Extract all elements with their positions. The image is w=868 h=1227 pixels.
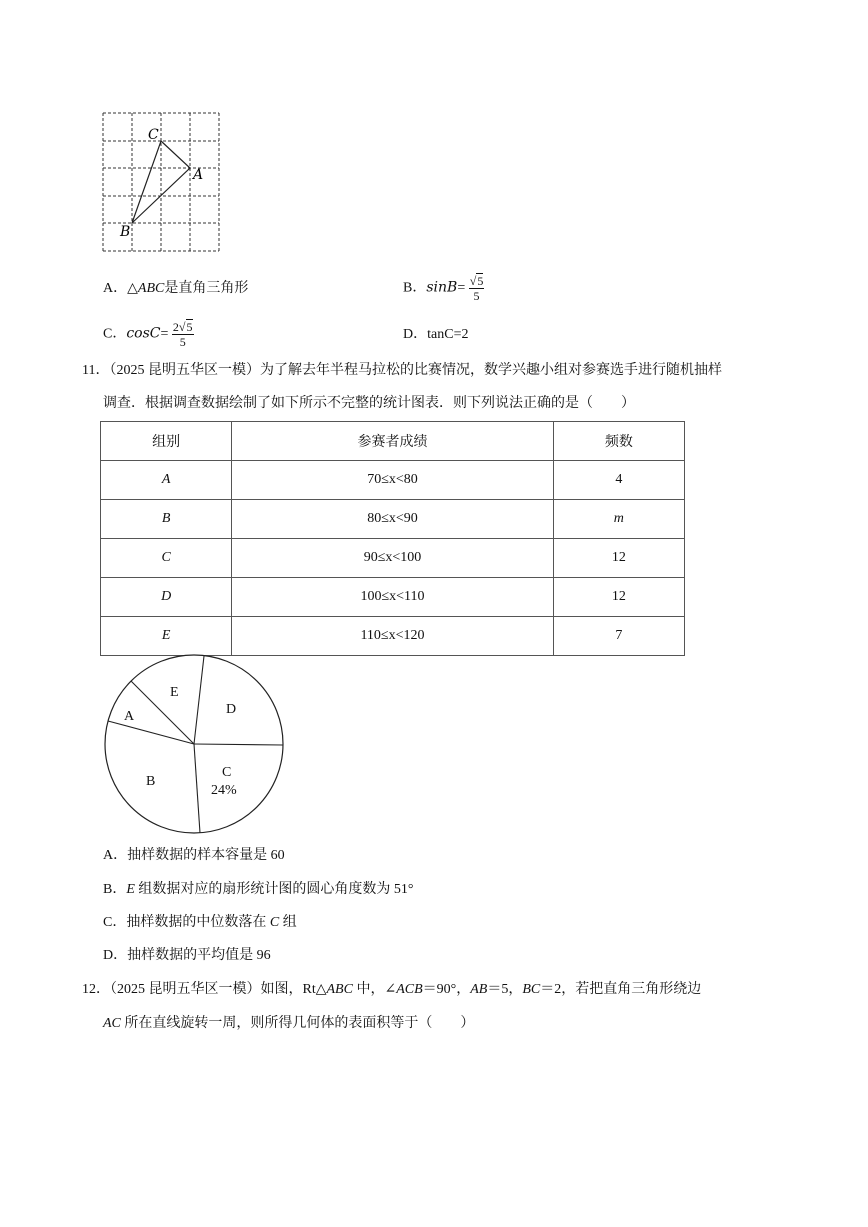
table-row bbox=[101, 461, 685, 500]
q10-option-d: D．tanC=2 bbox=[403, 327, 469, 342]
q12-stem-line1: 12．（2025 昆明五华区一模）如图，Rt△ABC 中，∠ACB＝90°，AB＝5，BC＝2，若把直角三角形绕边 bbox=[82, 982, 702, 997]
q11-option-a: A．抽样数据的样本容量是 60 bbox=[103, 848, 285, 863]
pie-label-d: D bbox=[226, 702, 237, 717]
table-row bbox=[101, 500, 685, 539]
q11-option-b: B．E 组数据对应的扇形统计图的圆心角度数为 51° bbox=[103, 882, 414, 897]
cell-score: 100≤x<110 bbox=[232, 578, 553, 617]
q10-option-b: B．sinB= $\frac{√5}{5}$ bbox=[403, 274, 484, 303]
label-b: B bbox=[120, 224, 131, 240]
q10-option-c: C．cosC= $\frac{2√5}{5}$ bbox=[103, 320, 193, 349]
cell-group: B bbox=[101, 500, 232, 539]
q11-stem-line2: 调查．根据调查数据绘制了如下所示不完整的统计图表．则下列说法正确的是（ ） bbox=[103, 396, 635, 411]
cell-group: E bbox=[101, 617, 232, 656]
cell-group: D bbox=[101, 578, 232, 617]
table-row bbox=[101, 578, 685, 617]
pie-label-e: E bbox=[170, 685, 179, 700]
cell-score: 70≤x<80 bbox=[232, 461, 553, 500]
table-row bbox=[101, 539, 685, 578]
q11-option-d: D．抽样数据的平均值是 96 bbox=[103, 948, 271, 963]
cell-frequency: 7 bbox=[553, 617, 684, 656]
cell-frequency: 12 bbox=[553, 539, 684, 578]
pie-chart bbox=[100, 652, 290, 838]
cell-frequency: 12 bbox=[553, 578, 684, 617]
q10-option-a: A．△ABC是直角三角形 bbox=[103, 281, 249, 296]
cell-score: 110≤x<120 bbox=[232, 617, 553, 656]
label-c: C bbox=[148, 127, 159, 143]
q11-stem-line1: 11．（2025 昆明五华区一模）为了解去年半程马拉松的比赛情况，数学兴趣小组对参赛选手进行随机抽样 bbox=[82, 363, 722, 378]
header-frequency: 频数 bbox=[553, 422, 684, 461]
q12-stem-line2: AC 所在直线旋转一周，则所得几何体的表面积等于（ ） bbox=[103, 1016, 475, 1031]
pie-label-b: B bbox=[146, 774, 156, 789]
label-a: A bbox=[193, 167, 204, 183]
cell-score: 80≤x<90 bbox=[232, 500, 553, 539]
header-group: 组别 bbox=[101, 422, 232, 461]
cell-group: A bbox=[101, 461, 232, 500]
cell-frequency: m bbox=[553, 500, 684, 539]
pie-label-a: A bbox=[124, 709, 135, 724]
table-header-row bbox=[101, 422, 685, 461]
header-score: 参赛者成绩 bbox=[232, 422, 553, 461]
q11-option-c: C．抽样数据的中位数落在 C 组 bbox=[103, 915, 297, 930]
cell-score: 90≤x<100 bbox=[232, 539, 553, 578]
pie-label-c-percent: 24% bbox=[211, 783, 237, 798]
frequency-table bbox=[100, 421, 685, 656]
cell-frequency: 4 bbox=[553, 461, 684, 500]
pie-label-c: C bbox=[222, 765, 232, 780]
grid-triangle-figure bbox=[95, 108, 230, 258]
table-row bbox=[101, 617, 685, 656]
cell-group: C bbox=[101, 539, 232, 578]
